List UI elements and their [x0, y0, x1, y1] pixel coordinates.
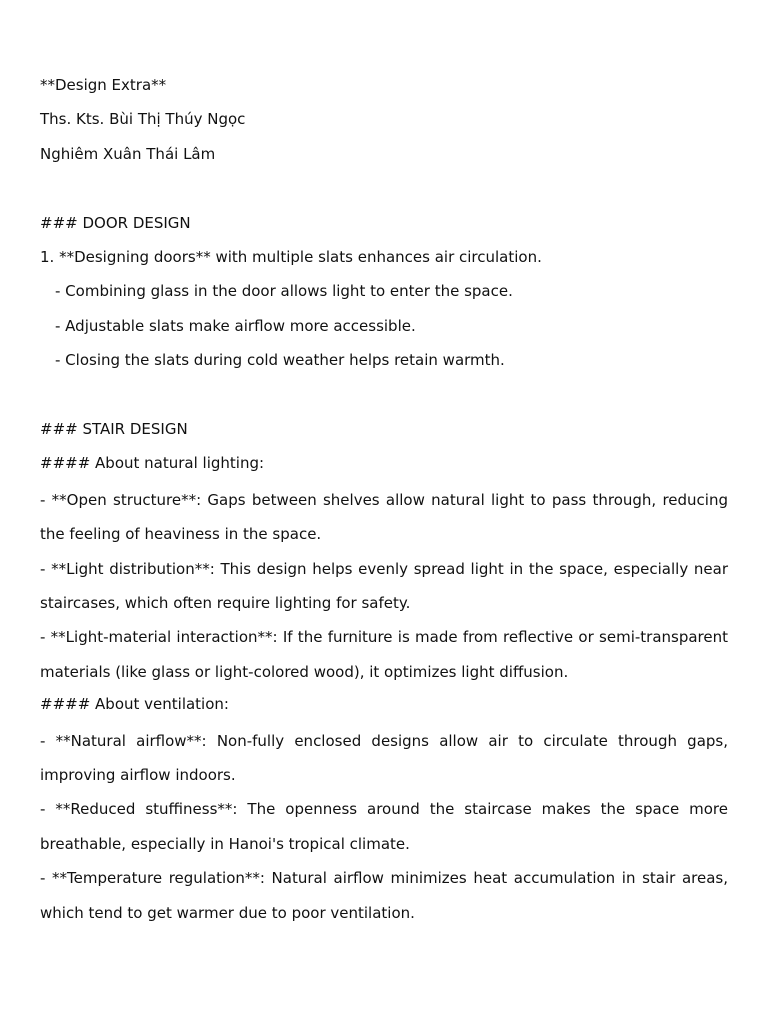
stair-design-heading: ### STAIR DESIGN: [40, 419, 188, 438]
document-page: [40, 70, 728, 930]
ventilation-item-airflow: - **Natural airflow**: Non-fully enclosed designs allow air to circulate through gaps, improving airflow indoors.: [40, 731, 728, 784]
door-item-1: 1. **Designing doors** with multiple slats enhances air circulation.: [40, 247, 542, 266]
lighting-item-open-structure: - **Open structure**: Gaps between shelves allow natural light to pass through, reducing the feeling of heaviness in the space.: [40, 490, 728, 544]
blank-line: [40, 380, 728, 414]
ventilation-item-stuffiness: - **Reduced stuffiness**: The openness around the staircase makes the space more breathable, especially in Hanoi's tropical climate.: [40, 800, 728, 853]
blank-line: [40, 173, 728, 207]
door-subitem-closing: - Closing the slats during cold weather helps retain warmth.: [55, 351, 505, 370]
ventilation-item-temperature: - **Temperature regulation**: Natural airflow minimizes heat accumulation in stair areas, which tend to get warmer due to poor ventilation.: [40, 869, 728, 922]
door-design-heading: ### DOOR DESIGN: [40, 213, 191, 232]
lighting-subheading: #### About natural lighting:: [40, 454, 265, 473]
door-subitem-glass: - Combining glass in the door allows light to enter the space.: [55, 282, 513, 301]
author-name-2: Nghiêm Xuân Thái Lâm: [40, 144, 216, 163]
lighting-item-distribution: - **Light distribution**: This design helps evenly spread light in the space, especially near staircases, which often require lighting for safety.: [40, 559, 728, 612]
author-name-1: Ths. Kts. Bùi Thị Thúy Ngọc: [40, 110, 246, 129]
lighting-item-material: - **Light-material interaction**: If the furniture is made from reflective or semi-transparent materials (like glass or light-colored wood), it optimizes light diffusion.: [40, 628, 728, 681]
door-subitem-adjustable: - Adjustable slats make airflow more accessible.: [55, 316, 416, 335]
document-title: **Design Extra**: [40, 76, 167, 94]
ventilation-subheading: #### About ventilation:: [40, 695, 229, 714]
